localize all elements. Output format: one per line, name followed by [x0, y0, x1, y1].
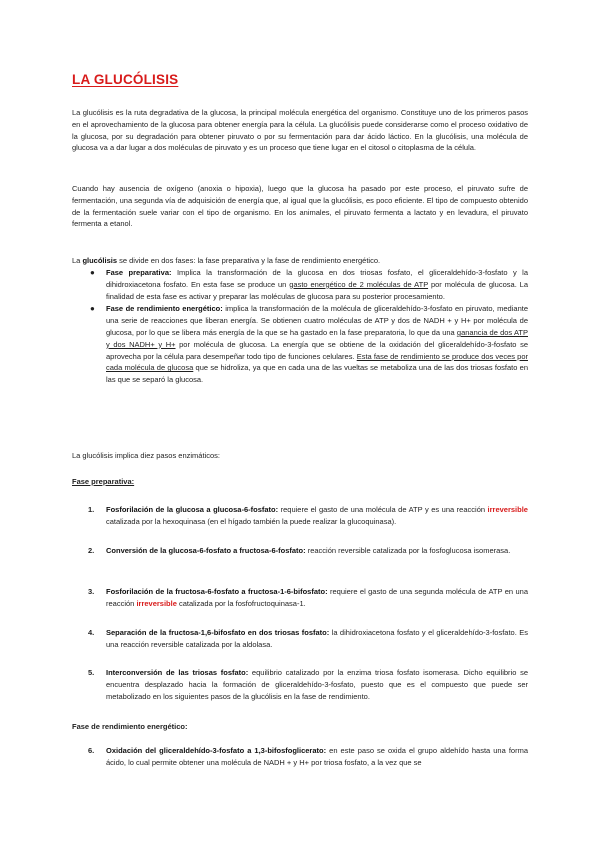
- step-label: Fosforilación de la glucosa a glucosa-6-fosfato:: [106, 505, 279, 514]
- step-number: 2.: [88, 546, 95, 555]
- intro-paragraph-1: La glucólisis es la ruta degradativa de la glucosa, la principal molécula energética del organismo. Constituye uno de los primeros pasos en el aprovechamiento de la glucosa para obtener energía para la célula. La glucólisis puede considerarse como el proceso oxidativo de la glucosa, por su degradación para obtener piruvato o por su fermentación para dar ácido láctico. En la glucólisis, una molécula de glucosa va a dar lugar a dos moléculas de piruvato y es un proceso que tiene lugar en el citosol o citoplasma de la célula.: [72, 108, 528, 153]
- section-heading-rendimiento: Fase de rendimiento energético:: [72, 722, 188, 731]
- phases-intro-post: se divide en dos fases: la fase preparativa y la fase de rendimiento energético.: [117, 256, 381, 265]
- step-1: [88, 504, 528, 528]
- step-text: catalizada por la fosfofructoquinasa-1.: [176, 598, 306, 608]
- step-label: Fosforilación de la fructosa-6-fosfato a fructosa-1-6-bifosfato:: [106, 587, 328, 596]
- page-title: LA GLUCÓLISIS: [72, 72, 179, 87]
- irreversible-highlight: irreversible: [487, 505, 528, 514]
- step-number: 5.: [88, 668, 95, 677]
- step-text: catalizada por la hexoquinasa (en el hígado también la puede realizar la glucoquinasa).: [106, 516, 397, 526]
- step-text: la dihidroxiacetona fosfato y el gliceraldehído-3-fosfato. Es una reacción reversible catalizada por la aldolasa.: [106, 628, 528, 649]
- list-item-fase-preparativa: [88, 267, 528, 302]
- phase-text: implica la transformación de la molécula de gliceraldehído-3-fosfato en piruvato, mediante una serie de reacciones que liberan energía. Se obtienen cuatro moléculas de ATP y dos de NADH + y H+ por molécula de glucosa, por lo que se libera más energía de la que se ha gastado en la fase preparatoria, lo que da una: [106, 304, 528, 337]
- step-number: 3.: [88, 587, 95, 596]
- list-item-fase-rendimiento: [88, 303, 528, 386]
- phase-text: que se hidroliza, ya que en cada una de las vueltas se metaboliza una de las dos triosas fosfato en las que se separó la glucosa.: [106, 363, 528, 385]
- step-4: [88, 627, 528, 651]
- steps-intro: La glucólisis implica diez pasos enzimáticos:: [72, 451, 220, 460]
- step-label: Conversión de la glucosa-6-fosfato a fructosa-6-fosfato:: [106, 546, 306, 555]
- step-text: requiere el gasto de una segunda molécula de ATP en una reacción: [106, 587, 528, 608]
- step-3: [88, 586, 528, 610]
- bullet-icon: ●: [90, 304, 95, 314]
- phase-text: por molécula de glucosa. La energía que se obtiene de la oxidación del gliceraldehído-3-fosfato se aprovecha por la célula para desempeñar todo tipo de funciones celulares.: [106, 339, 528, 361]
- step-text: en este paso se oxida el grupo aldehído hasta una forma ácido, lo cual permite obtener una molécula de NADH + y H+ por triosa fosfato, a la vez que se: [106, 746, 528, 767]
- step-number: 1.: [88, 505, 95, 514]
- phase-underlined-text: Esta fase de rendimiento se produce dos veces por cada molécula de glucosa: [106, 351, 528, 373]
- phase-underlined-text: gasto energético de 2 moléculas de ATP: [289, 279, 429, 289]
- step-2: [88, 545, 528, 557]
- bullet-icon: ●: [90, 268, 95, 277]
- phases-intro-pre: La: [72, 256, 83, 265]
- section-heading-preparativa: Fase preparativa:: [72, 477, 135, 486]
- phase-label: Fase de rendimiento energético:: [106, 304, 223, 314]
- phase-label: Fase preparativa:: [106, 268, 172, 277]
- step-text: equilibrio catalizado por la enzima triosa fosfato isomerasa. Dicho equilibrio se encuentra desplazado hacia la formación de gliceraldehído-3-fosfato, puesto que es el compuesto que puede ser metabolizado en los siguientes pasos de la glucólisis en la fase de rendimiento.: [106, 668, 528, 701]
- step-5: [88, 667, 528, 702]
- phases-intro: [72, 255, 528, 267]
- step-label: Separación de la fructosa-1,6-bifosfato en dos triosas fosfato:: [106, 628, 330, 637]
- phases-list: [88, 267, 528, 387]
- irreversible-highlight: irreversible: [136, 598, 177, 608]
- step-6: [88, 745, 528, 769]
- intro-paragraph-2: Cuando hay ausencia de oxígeno (anoxia o hipoxia), luego que la glucosa ha pasado por este proceso, el piruvato sufre de fermentación, una segunda vía de adquisición de energía que, al igual que la glucólisis, es poco eficiente. El tipo de compuesto obtenido de la fermentación suele variar con el tipo de organismo. En los animales, el piruvato fermenta a lactato y en levadura, el piruvato fermenta a etanol.: [72, 184, 528, 229]
- phase-text: Implica la transformación de la glucosa en dos triosas fosfato, el gliceraldehído-3-fosfato y la dihidroxiacetona fosfato. En esta fase se produce un: [106, 268, 528, 289]
- step-text: requiere el gasto de una molécula de ATP y es una reacción: [278, 505, 488, 514]
- step-number: 4.: [88, 628, 95, 637]
- phase-text: por molécula de glucosa. La finalidad de esta fase es activar y preparar las moléculas de glucosa para su posterior procesamiento.: [106, 279, 529, 301]
- step-text: reacción reversible catalizada por la fosfoglucosa isomerasa.: [305, 546, 511, 555]
- step-label: Interconversión de las triosas fosfato:: [106, 668, 249, 677]
- step-number: 6.: [88, 746, 95, 755]
- step-label: Oxidación del gliceraldehído-3-fosfato a 1,3-bifosfoglicerato:: [106, 746, 327, 755]
- phases-intro-bold: glucólisis: [82, 256, 118, 265]
- phase-underlined-text: ganancia de dos ATP y dos NADH+ y H+: [106, 327, 528, 349]
